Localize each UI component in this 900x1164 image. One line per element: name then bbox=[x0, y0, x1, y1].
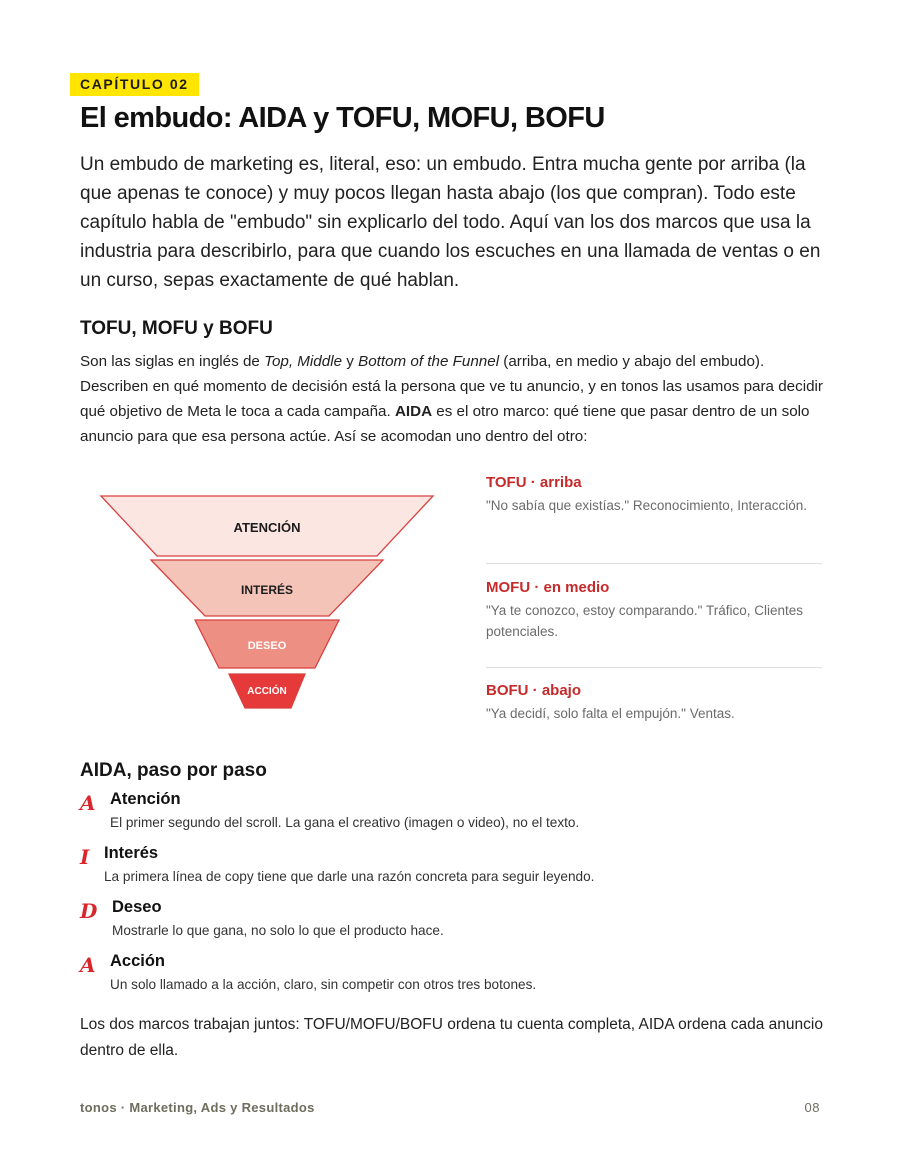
stage-title: BOFU · abajo bbox=[486, 682, 582, 699]
stage-mofu bbox=[486, 579, 822, 642]
paragraph-strong-aida: AIDA bbox=[394, 403, 433, 420]
page-number: 08 bbox=[804, 1100, 820, 1115]
section-heading-aida: AIDA, paso por paso bbox=[80, 760, 267, 781]
stage-description: "Ya decidí, solo falta el empujón." Ventas. bbox=[486, 706, 735, 721]
aida-step-description: Un solo llamado a la acción, claro, sin competir con otros tres botones. bbox=[110, 977, 537, 992]
aida-step-name: Atención bbox=[110, 790, 181, 808]
stage-description: "No sabía que existías." Reconocimiento, Interacción. bbox=[486, 498, 808, 513]
stage-tofu bbox=[486, 474, 822, 516]
stage-bofu bbox=[486, 682, 822, 724]
stage-title: MOFU · en medio bbox=[486, 579, 610, 596]
funnel-label-accion: ACCIÓN bbox=[247, 686, 287, 697]
aida-letter: A bbox=[80, 791, 96, 815]
funnel-label-interes: INTERÉS bbox=[240, 583, 293, 597]
lead-paragraph: Un embudo de marketing es, literal, eso: un embudo. Entra mucha gente por arriba (la que apenas te conoce) y muy pocos llegan hasta abajo (los que compran). Todo este capítulo habla de "embudo" sin explicarlo del todo. Aquí van los dos marcos que usa la industria para describirlo, para que cuando los escuches en una llamada de ventas o en un curso, sepas exactamente de qué hablan. bbox=[80, 154, 821, 291]
stage-divider bbox=[486, 667, 822, 668]
paragraph-text: (arriba, en medio y abajo del embudo). Describen en qué momento de decisión está la persona que ve tu anuncio, y en tonos las usamos para decidir qué objetivo de Meta le toca a cada campaña. bbox=[80, 353, 823, 420]
page-title: El embudo: AIDA y TOFU, MOFU, BOFU bbox=[80, 102, 605, 134]
stage-title: TOFU · arriba bbox=[486, 474, 582, 491]
paragraph-emphasis-top-middle: Top, Middle bbox=[264, 353, 343, 370]
aida-letter: I bbox=[80, 845, 90, 869]
stage-divider bbox=[486, 563, 822, 564]
aida-step-name: Deseo bbox=[112, 898, 162, 916]
aida-step-description: Mostrarle lo que gana, no solo lo que el producto hace. bbox=[112, 923, 444, 938]
aida-step-description: El primer segundo del scroll. La gana el creativo (imagen o video), no el texto. bbox=[110, 815, 580, 830]
chapter-tag: CAPÍTULO 02 bbox=[70, 73, 199, 96]
stage-description: "Ya te conozco, estoy comparando." Tráfico, Clientes potenciales. bbox=[486, 603, 803, 639]
paragraph-text: y bbox=[342, 353, 359, 370]
section-paragraph-tofu bbox=[80, 349, 825, 449]
aida-step-description: La primera línea de copy tiene que darle una razón concreta para seguir leyendo. bbox=[104, 869, 595, 884]
footer-brand: tonos · Marketing, Ads y Resultados bbox=[80, 1100, 315, 1115]
paragraph-text: es el otro marco: qué tiene que pasar dentro de un solo anuncio para que esa persona actúe. Así se acomodan uno dentro del otro: bbox=[80, 403, 810, 445]
paragraph-emphasis-bottom: Bottom of the Funnel bbox=[358, 353, 500, 370]
section-heading-tofu-mofu-bofu: TOFU, MOFU y BOFU bbox=[80, 318, 273, 339]
aida-letter: A bbox=[80, 953, 96, 977]
aida-step-name: Interés bbox=[104, 844, 159, 862]
funnel-label-atencion: ATENCIÓN bbox=[233, 520, 301, 535]
funnel-diagram bbox=[95, 490, 440, 715]
funnel-label-deseo: DESEO bbox=[247, 640, 287, 652]
closing-paragraph: Los dos marcos trabajan juntos: TOFU/MOFU/BOFU ordena tu cuenta completa, AIDA ordena cada anuncio dentro de ella. bbox=[80, 1016, 823, 1059]
paragraph-text: Son las siglas en inglés de bbox=[80, 353, 265, 370]
aida-step-name: Acción bbox=[110, 952, 166, 970]
aida-letter: D bbox=[80, 899, 98, 923]
